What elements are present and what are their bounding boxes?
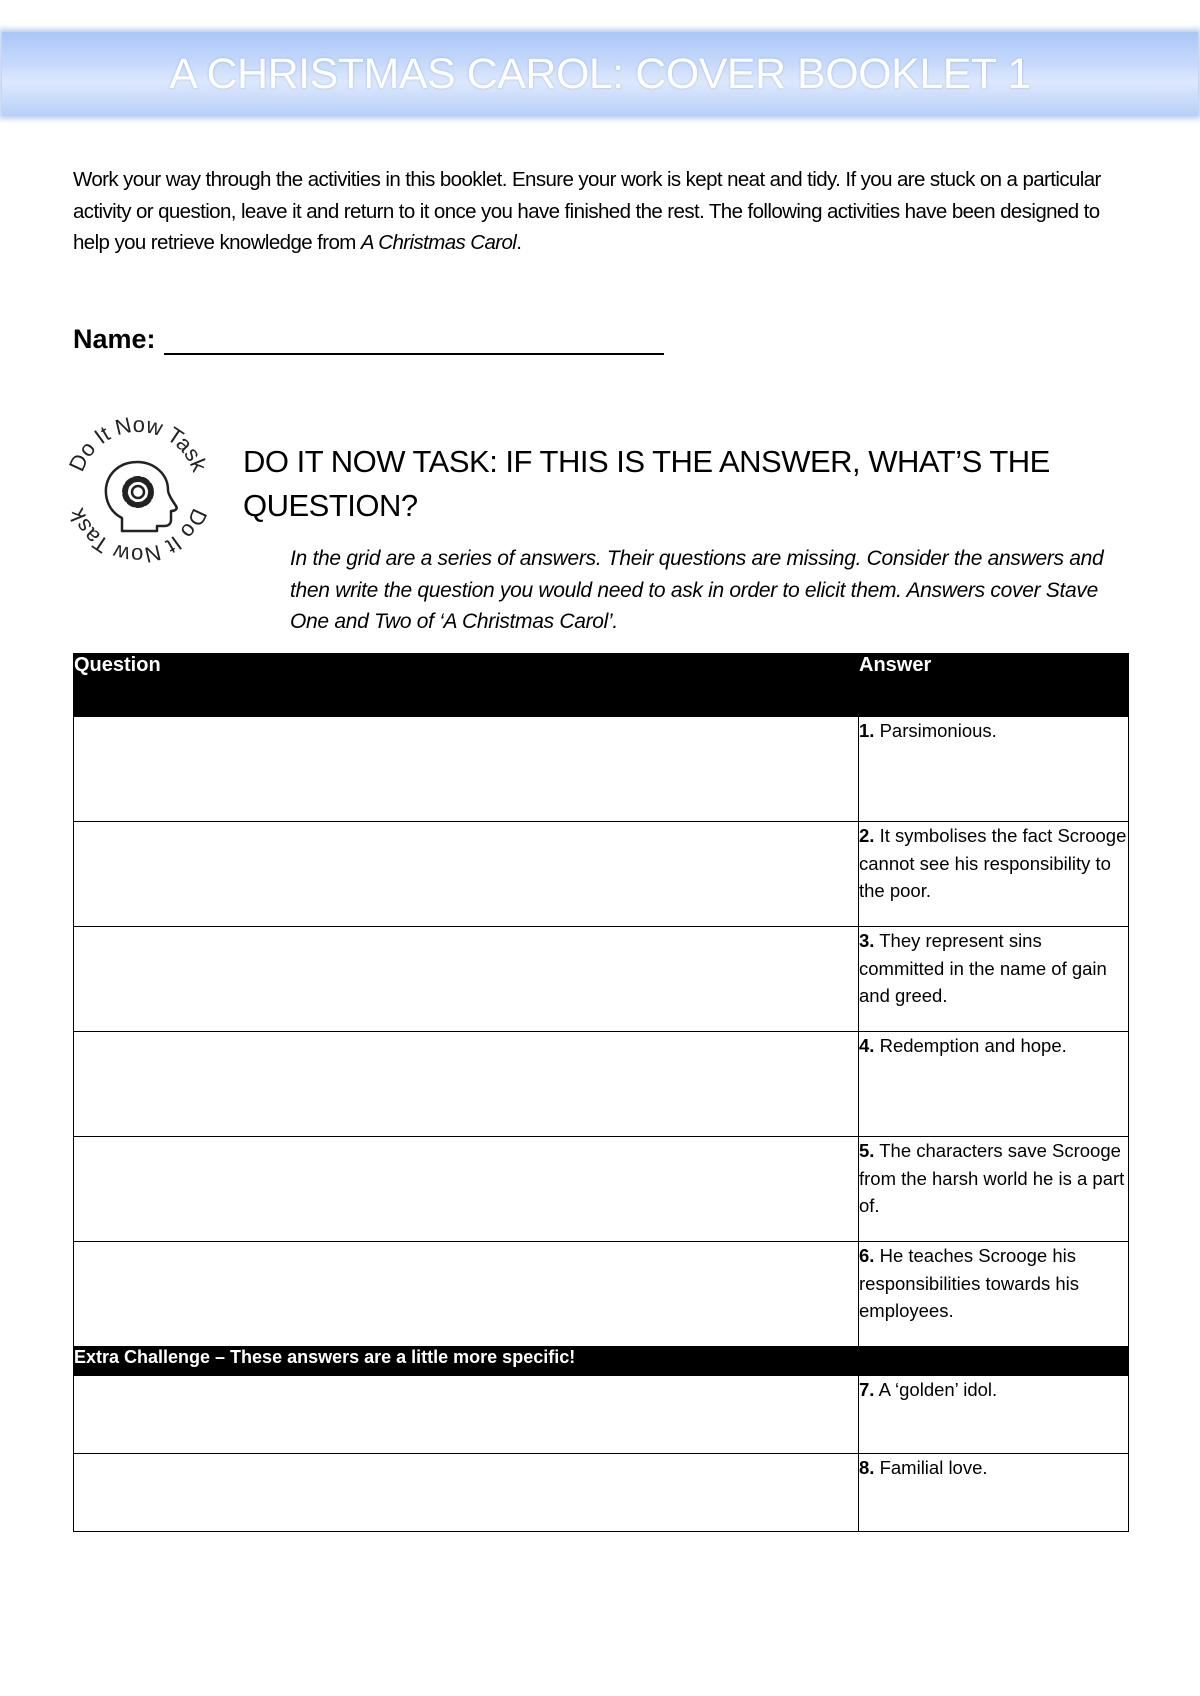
table-row xyxy=(74,1242,1129,1347)
answer-cell-2: 2. It symbolises the fact Scrooge cannot see his responsibility to the poor. xyxy=(859,822,1129,927)
do-it-now-badge xyxy=(58,408,218,578)
intro-text: Work your way through the activities in this booklet. Ensure your work is kept neat and tidy. If you are stuck on a particular activity or question, leave it and return to it once you have finished the rest. The following activities have been designed to help you retrieve knowledge from xyxy=(73,168,1101,254)
task-title: DO IT NOW TASK: IF THIS IS THE ANSWER, WHAT’S THE QUESTION? xyxy=(243,444,1050,523)
intro-book-title: A Christmas Carol xyxy=(360,231,517,254)
answer-cell-5: 5. The characters save Scrooge from the harsh world he is a part of. xyxy=(859,1137,1129,1242)
booklet-title: A CHRISTMAS CAROL: COVER BOOKLET 1 xyxy=(169,49,1031,98)
name-label: Name: xyxy=(73,324,156,354)
answer-cell-7: 7. A ‘golden’ idol. xyxy=(859,1376,1129,1454)
question-header: Question xyxy=(74,654,859,717)
question-cell-7[interactable] xyxy=(74,1376,859,1454)
question-cell-6[interactable] xyxy=(74,1242,859,1347)
table-row xyxy=(74,1032,1129,1137)
name-input-line[interactable] xyxy=(164,326,664,355)
table-row xyxy=(74,1376,1129,1454)
header-banner xyxy=(2,32,1198,116)
question-cell-3[interactable] xyxy=(74,927,859,1032)
answer-cell-8: 8. Familial love. xyxy=(859,1454,1129,1532)
intro-end: . xyxy=(516,231,522,254)
extra-challenge-label: Extra Challenge – These answers are a little more specific! xyxy=(74,1347,1129,1376)
badge-bottom-text: Do It Now Task xyxy=(63,504,213,569)
table-row xyxy=(74,927,1129,1032)
answer-cell-3: 3. They represent sins committed in the name of gain and greed. xyxy=(859,927,1129,1032)
answer-cell-6: 6. He teaches Scrooge his responsibilities towards his employees. xyxy=(859,1242,1129,1347)
name-row xyxy=(73,324,664,355)
table-row xyxy=(74,822,1129,927)
intro-paragraph xyxy=(73,164,1133,259)
question-cell-5[interactable] xyxy=(74,1137,859,1242)
question-cell-2[interactable] xyxy=(74,822,859,927)
answer-header: Answer xyxy=(859,654,1129,717)
question-answer-grid xyxy=(73,653,1129,1532)
table-row xyxy=(74,717,1129,822)
table-row xyxy=(74,1137,1129,1242)
table-row xyxy=(74,1454,1129,1532)
challenge-row xyxy=(74,1347,1129,1376)
answer-cell-1: 1. Parsimonious. xyxy=(859,717,1129,822)
task-instructions: In the grid are a series of answers. Their questions are missing. Consider the answers and then write the question you would need to ask in order to elicit them. Answers cover Stave One and Two of ‘A Christmas Carol’. xyxy=(290,547,1104,633)
grid-header-row xyxy=(74,654,1129,717)
question-cell-8[interactable] xyxy=(74,1454,859,1532)
question-cell-1[interactable] xyxy=(74,717,859,822)
head-gear-icon xyxy=(106,462,177,531)
badge-top-text: Do It Now Task xyxy=(63,411,213,476)
question-cell-4[interactable] xyxy=(74,1032,859,1137)
answer-cell-4: 4. Redemption and hope. xyxy=(859,1032,1129,1137)
